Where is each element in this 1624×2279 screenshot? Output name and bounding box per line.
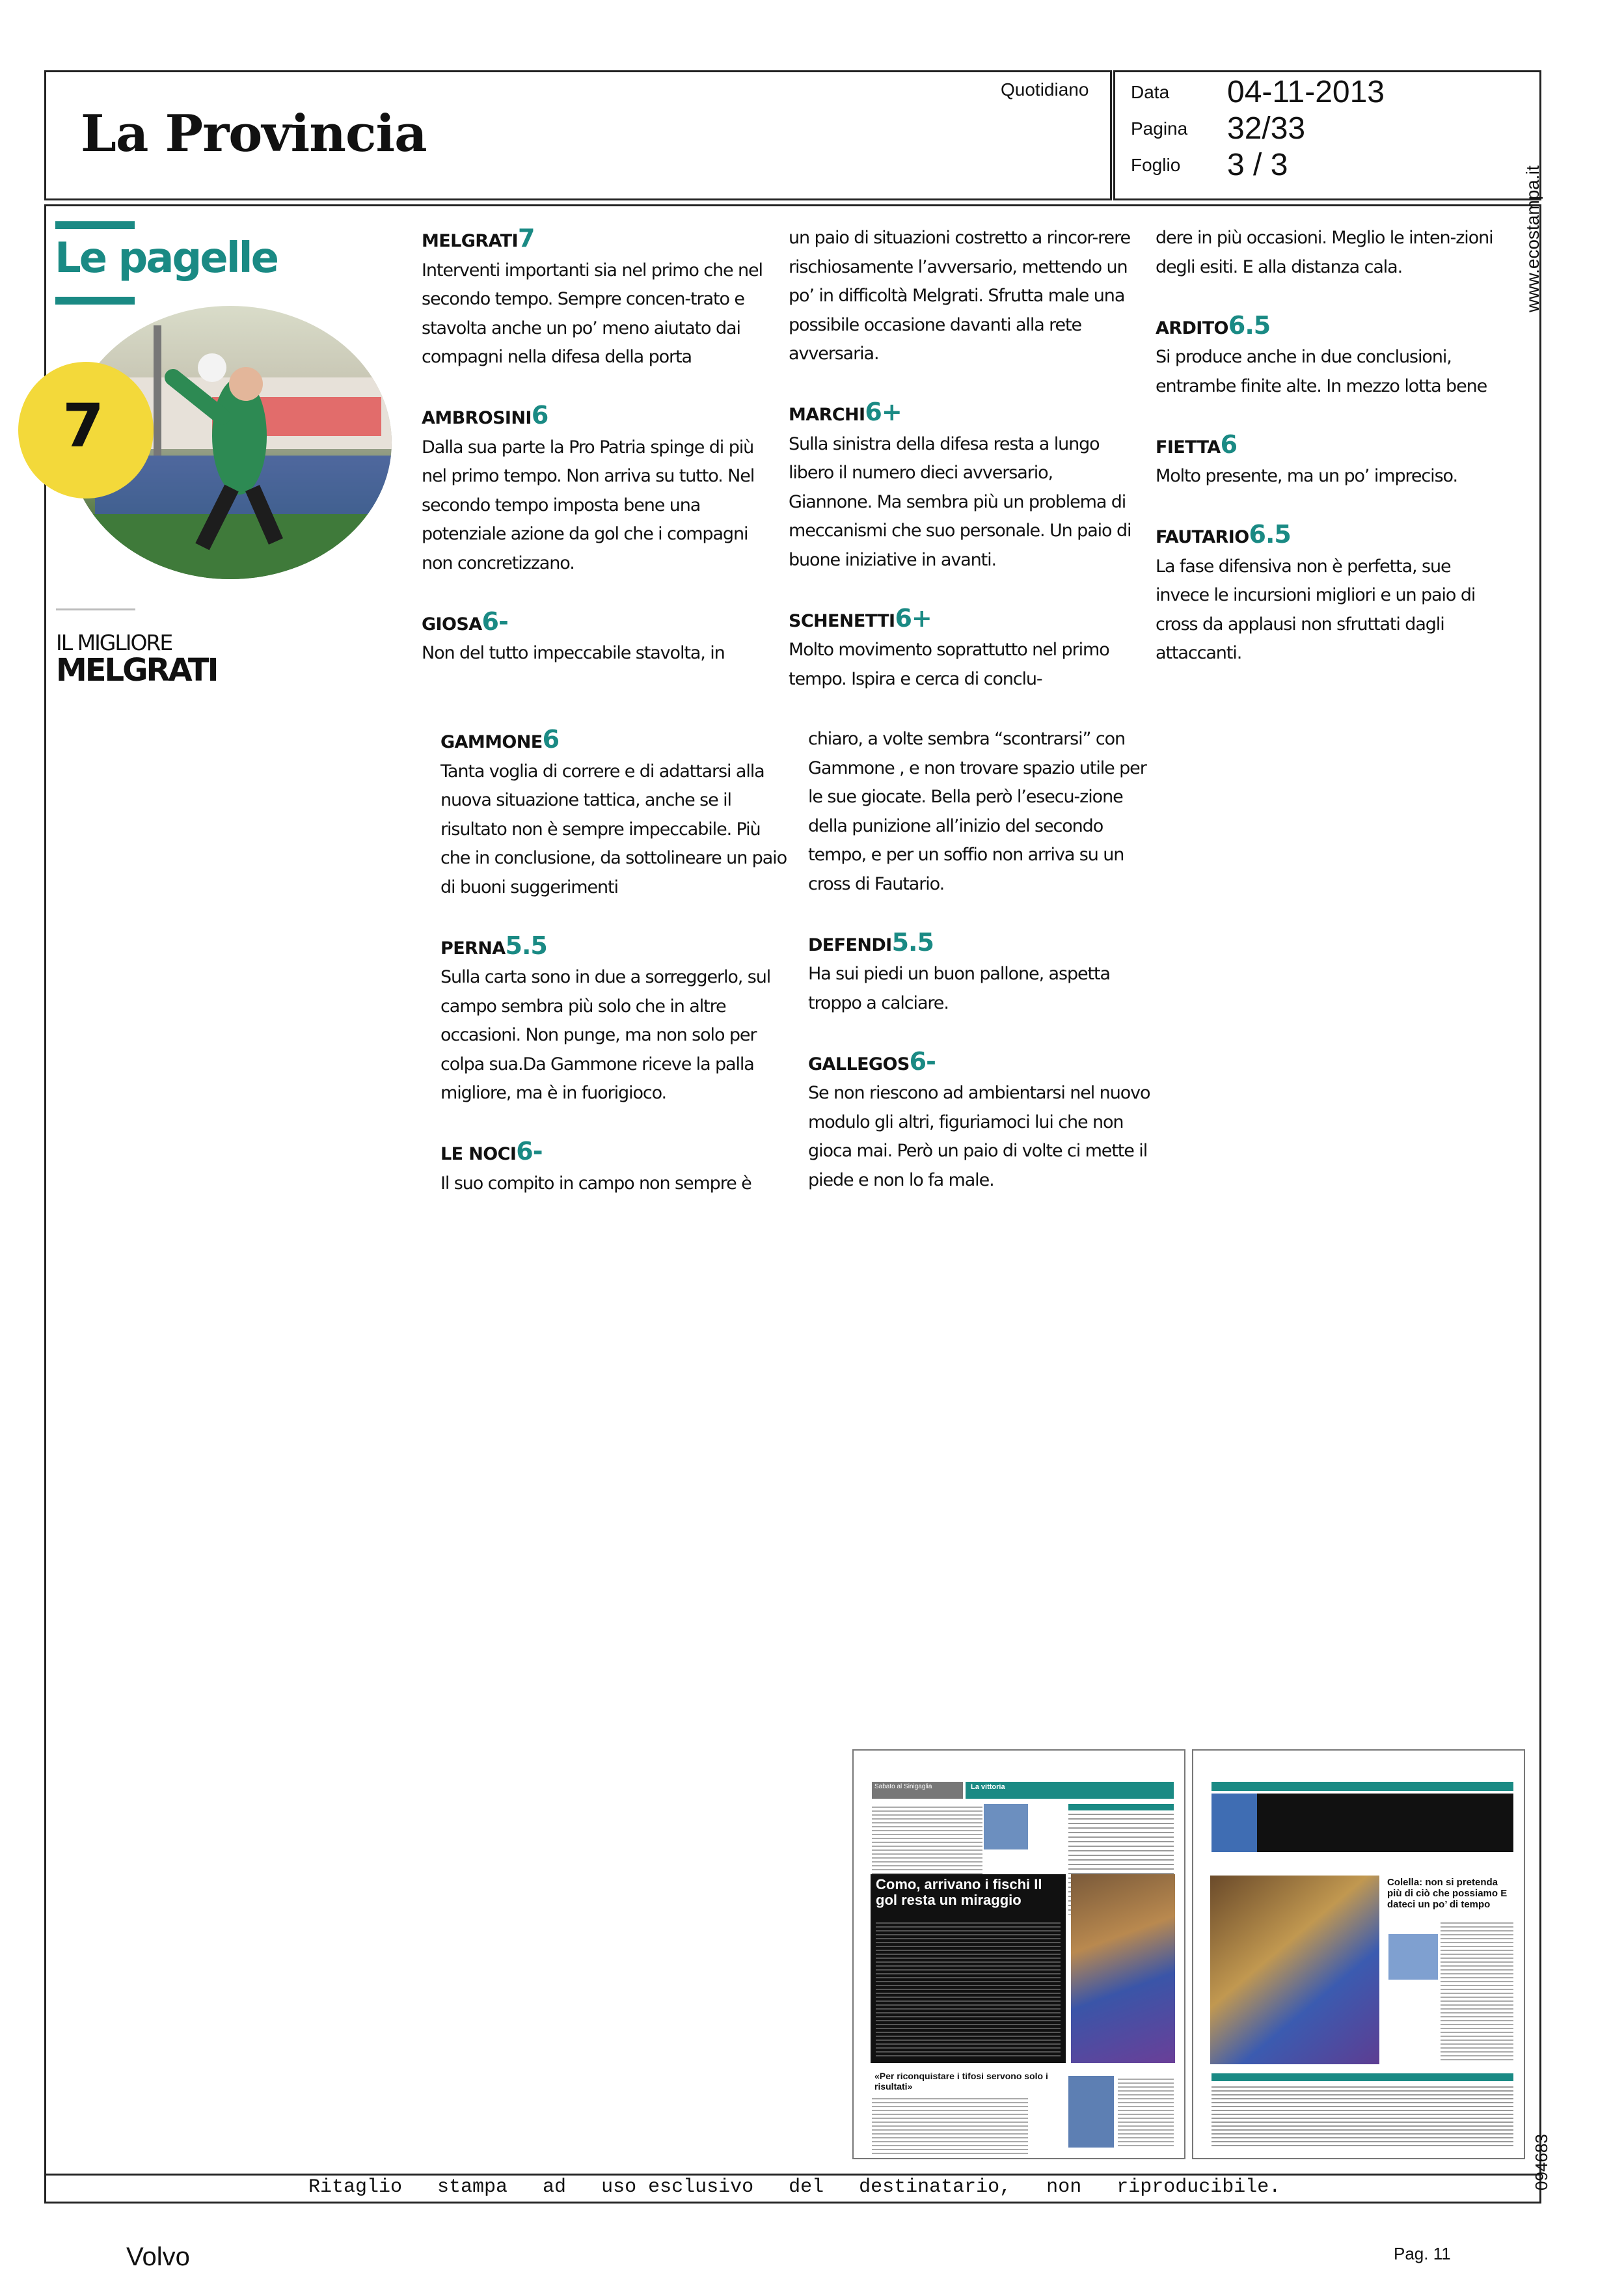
player-comment: La fase difensiva non è perfetta, sue invece le incursioni migliori e un paio di cross da applausi non sfruttati dagli attaccanti.	[1156, 556, 1476, 663]
date-value: 04-11-2013	[1227, 75, 1385, 109]
player-comment: Tanta voglia di correre e di adattarsi alla nuova situazione tattica, anche se il risultato non è sempre impeccabile. Più che in conclusione, da sottolineare un paio di buoni suggerimenti	[440, 761, 787, 897]
player-comment: Sulla sinistra della difesa resta a lungo libero il numero dieci avversario, Giannone. Ma sembra più un problema di meccanismi che suo personale. Un paio di buone iniziative in avanti.	[789, 433, 1131, 570]
player-comment: Interventi importanti sia nel primo che nel secondo tempo. Sempre concen-trato e stavolta anche un po’ meno aiutato dai compagni nella difesa della porta	[422, 260, 763, 367]
player-comment: Molto presente, ma un po’ impreciso.	[1156, 466, 1457, 486]
publication-type: Quotidiano	[1001, 79, 1089, 100]
page-number: Pag. 11	[1394, 2244, 1451, 2263]
player-comment: Dalla sua parte la Pro Patria spinge di più nel primo tempo. Non arriva su tutto. Nel secondo tempo imposta bene una potenziale azione da gol che i compagni non concretizzano.	[422, 437, 755, 573]
website-vertical: www.ecostampa.it	[1522, 165, 1543, 312]
title-rule-top	[55, 221, 135, 229]
thumb-headline: Como, arrivano i fischi Il gol resta un miraggio	[876, 1876, 1042, 1908]
player-comment: un paio di situazioni costretto a rincor-rere rischiosamente l’avversario, mettendo un po’ in difficoltà Melgrati. Sfrutta male una possibile occasione davanti alla rete avversaria.	[789, 228, 1130, 364]
footer-divider	[44, 2174, 1541, 2176]
player-grade: 6.5	[1228, 310, 1271, 340]
thumb-accent-bar-bottom	[1211, 2073, 1513, 2081]
thumb-quote: «Per riconquistare i tifosi servono solo i risultati»	[874, 2071, 1048, 2092]
rating-marchi	[789, 398, 1140, 575]
publication-name: La Provincia	[81, 104, 427, 163]
thumb-accent-bar	[1211, 1782, 1513, 1791]
rating-le-noci-cont	[808, 725, 1159, 899]
section-title: Le pagelle	[55, 234, 277, 282]
sheet-label: Foglio	[1131, 155, 1181, 175]
rating-defendi	[808, 928, 1159, 1018]
rating-ardito	[1156, 311, 1507, 402]
thumb-stadium-photo	[1071, 1874, 1175, 2063]
thumb-header-text-b: La vittoria	[971, 1783, 1005, 1791]
player-comment: Sulla carta sono in due a sorreggerlo, sul campo sembra più solo che in altre occasioni. Non punge, ma non solo per colpa sua.Da Gammone riceve la palla migliore, ma è in fuorigioco.	[440, 967, 771, 1103]
article-column-2	[789, 224, 1140, 723]
rating-le-noci	[440, 1137, 792, 1198]
player-grade: 6-	[516, 1137, 543, 1166]
rating-gammone	[440, 725, 792, 902]
player-grade: 6-	[481, 607, 508, 636]
rating-giosa	[422, 607, 773, 668]
player-grade: 6+	[865, 398, 902, 426]
page-label: Pagina	[1131, 118, 1188, 139]
player-grade: 6	[531, 401, 548, 430]
reproduction-notice: Ritaglio stampa ad uso esclusivo del destinatario, non riproducibile.	[308, 2176, 1281, 2198]
best-name: MELGRATI	[56, 652, 217, 689]
player-grade: 6.5	[1249, 520, 1291, 549]
player-grade: 6-	[909, 1046, 936, 1076]
player-comment: Se non riescono ad ambientarsi nel nuovo modulo gli altri, figuriamoci lui che non gioca mai. Però un paio di volte ci mette il piede e non lo fa male.	[808, 1083, 1150, 1190]
player-grade: 6	[542, 725, 560, 754]
player-grade: 6	[1220, 430, 1238, 459]
date-label: Data	[1131, 82, 1170, 102]
rating-ambrosini	[422, 401, 773, 578]
thumb-photo-players	[1388, 1934, 1438, 1980]
player-name: GALLEGOS	[808, 1054, 910, 1074]
player-name: PERNA	[440, 938, 506, 959]
thumb-header-text-a: Sabato al Sinigaglia	[874, 1783, 932, 1790]
player-name: MARCHI	[789, 405, 865, 425]
thumb-photo-large	[1210, 1876, 1379, 2064]
player-grade: 6+	[895, 603, 932, 633]
player-name: SCHENETTI	[789, 610, 895, 631]
player-name: MELGRATI	[422, 231, 518, 251]
sheet-value: 3 / 3	[1227, 148, 1288, 182]
article-column-3	[1156, 224, 1507, 697]
thumb-bottom-text	[1211, 2084, 1513, 2149]
player-comment: Non del tutto impeccabile stavolta, in	[422, 643, 725, 663]
thumb-bottom-text	[872, 2095, 1028, 2154]
player-name: GIOSA	[422, 614, 482, 635]
player-name: FAUTARIO	[1156, 527, 1249, 547]
player-name: ARDITO	[1156, 318, 1228, 338]
player-grade: 7	[517, 224, 535, 252]
rating-gallegos	[808, 1047, 1159, 1195]
player-grade: 5.5	[891, 927, 934, 957]
best-grade: 7	[62, 391, 105, 461]
title-rule-bottom	[55, 297, 135, 305]
player-comment: Si produce anche in due conclusioni, entrambe finite alte. In mezzo lotta bene	[1156, 347, 1487, 396]
client-name: Volvo	[126, 2243, 190, 2271]
thumb-dark-text	[876, 1920, 1061, 2056]
rating-schenetti-cont	[1156, 224, 1507, 282]
rating-perna	[440, 931, 792, 1108]
article-column-4	[440, 725, 792, 1227]
player-name: FIETTA	[1156, 437, 1221, 457]
player-comment: Molto movimento soprattutto nel primo tempo. Ispira e cerca di conclu-	[789, 640, 1109, 689]
archive-code-vertical: 094683	[1532, 2134, 1551, 2190]
player-name: DEFENDI	[808, 935, 892, 955]
player-comment: dere in più occasioni. Meglio le inten-zioni degli esiti. E alla distanza cala.	[1156, 228, 1493, 277]
player-grade: 5.5	[505, 931, 547, 960]
thumb-headline-right: Colella: non si pretenda più di ciò che possiamo E dateci un po’ di tempo	[1387, 1877, 1508, 1910]
best-divider	[56, 608, 135, 610]
player-comment: Il suo compito in campo non sempre è	[440, 1173, 751, 1194]
rating-giosa-cont	[789, 224, 1140, 369]
page-value: 32/33	[1227, 111, 1306, 146]
rating-fietta	[1156, 430, 1507, 491]
player-name: GAMMONE	[440, 732, 543, 752]
player-comment: Ha sui piedi un buon pallone, aspetta troppo a calciare.	[808, 964, 1110, 1013]
thumb-text-right	[1441, 1920, 1513, 2063]
thumb-photo-strip	[1211, 1794, 1257, 1852]
best-label: IL MIGLIORE	[56, 630, 172, 655]
player-name: LE NOCI	[440, 1144, 517, 1164]
thumb-photo-small	[984, 1804, 1028, 1849]
article-column-1	[422, 224, 773, 697]
player-comment: chiaro, a volte sembra “scontrarsi” con Gammone , e non trovare spazio utile per le sue giocate. Bella però l’esecu-zione della punizione all’inizio del secondo tempo, e per un soffio non arriva su un cross di Fautario.	[808, 729, 1146, 894]
thumbnail-page-left	[852, 1749, 1185, 2159]
thumb-bottom-text-2	[1118, 2076, 1174, 2148]
player-name: AMBROSINI	[422, 408, 532, 428]
thumbnail-page-right	[1192, 1749, 1525, 2159]
thumb-photo-bottom	[1068, 2076, 1114, 2148]
rating-melgrati	[422, 224, 773, 372]
rating-schenetti	[789, 604, 1140, 694]
rating-fautario	[1156, 520, 1507, 668]
article-column-5	[808, 725, 1159, 1224]
